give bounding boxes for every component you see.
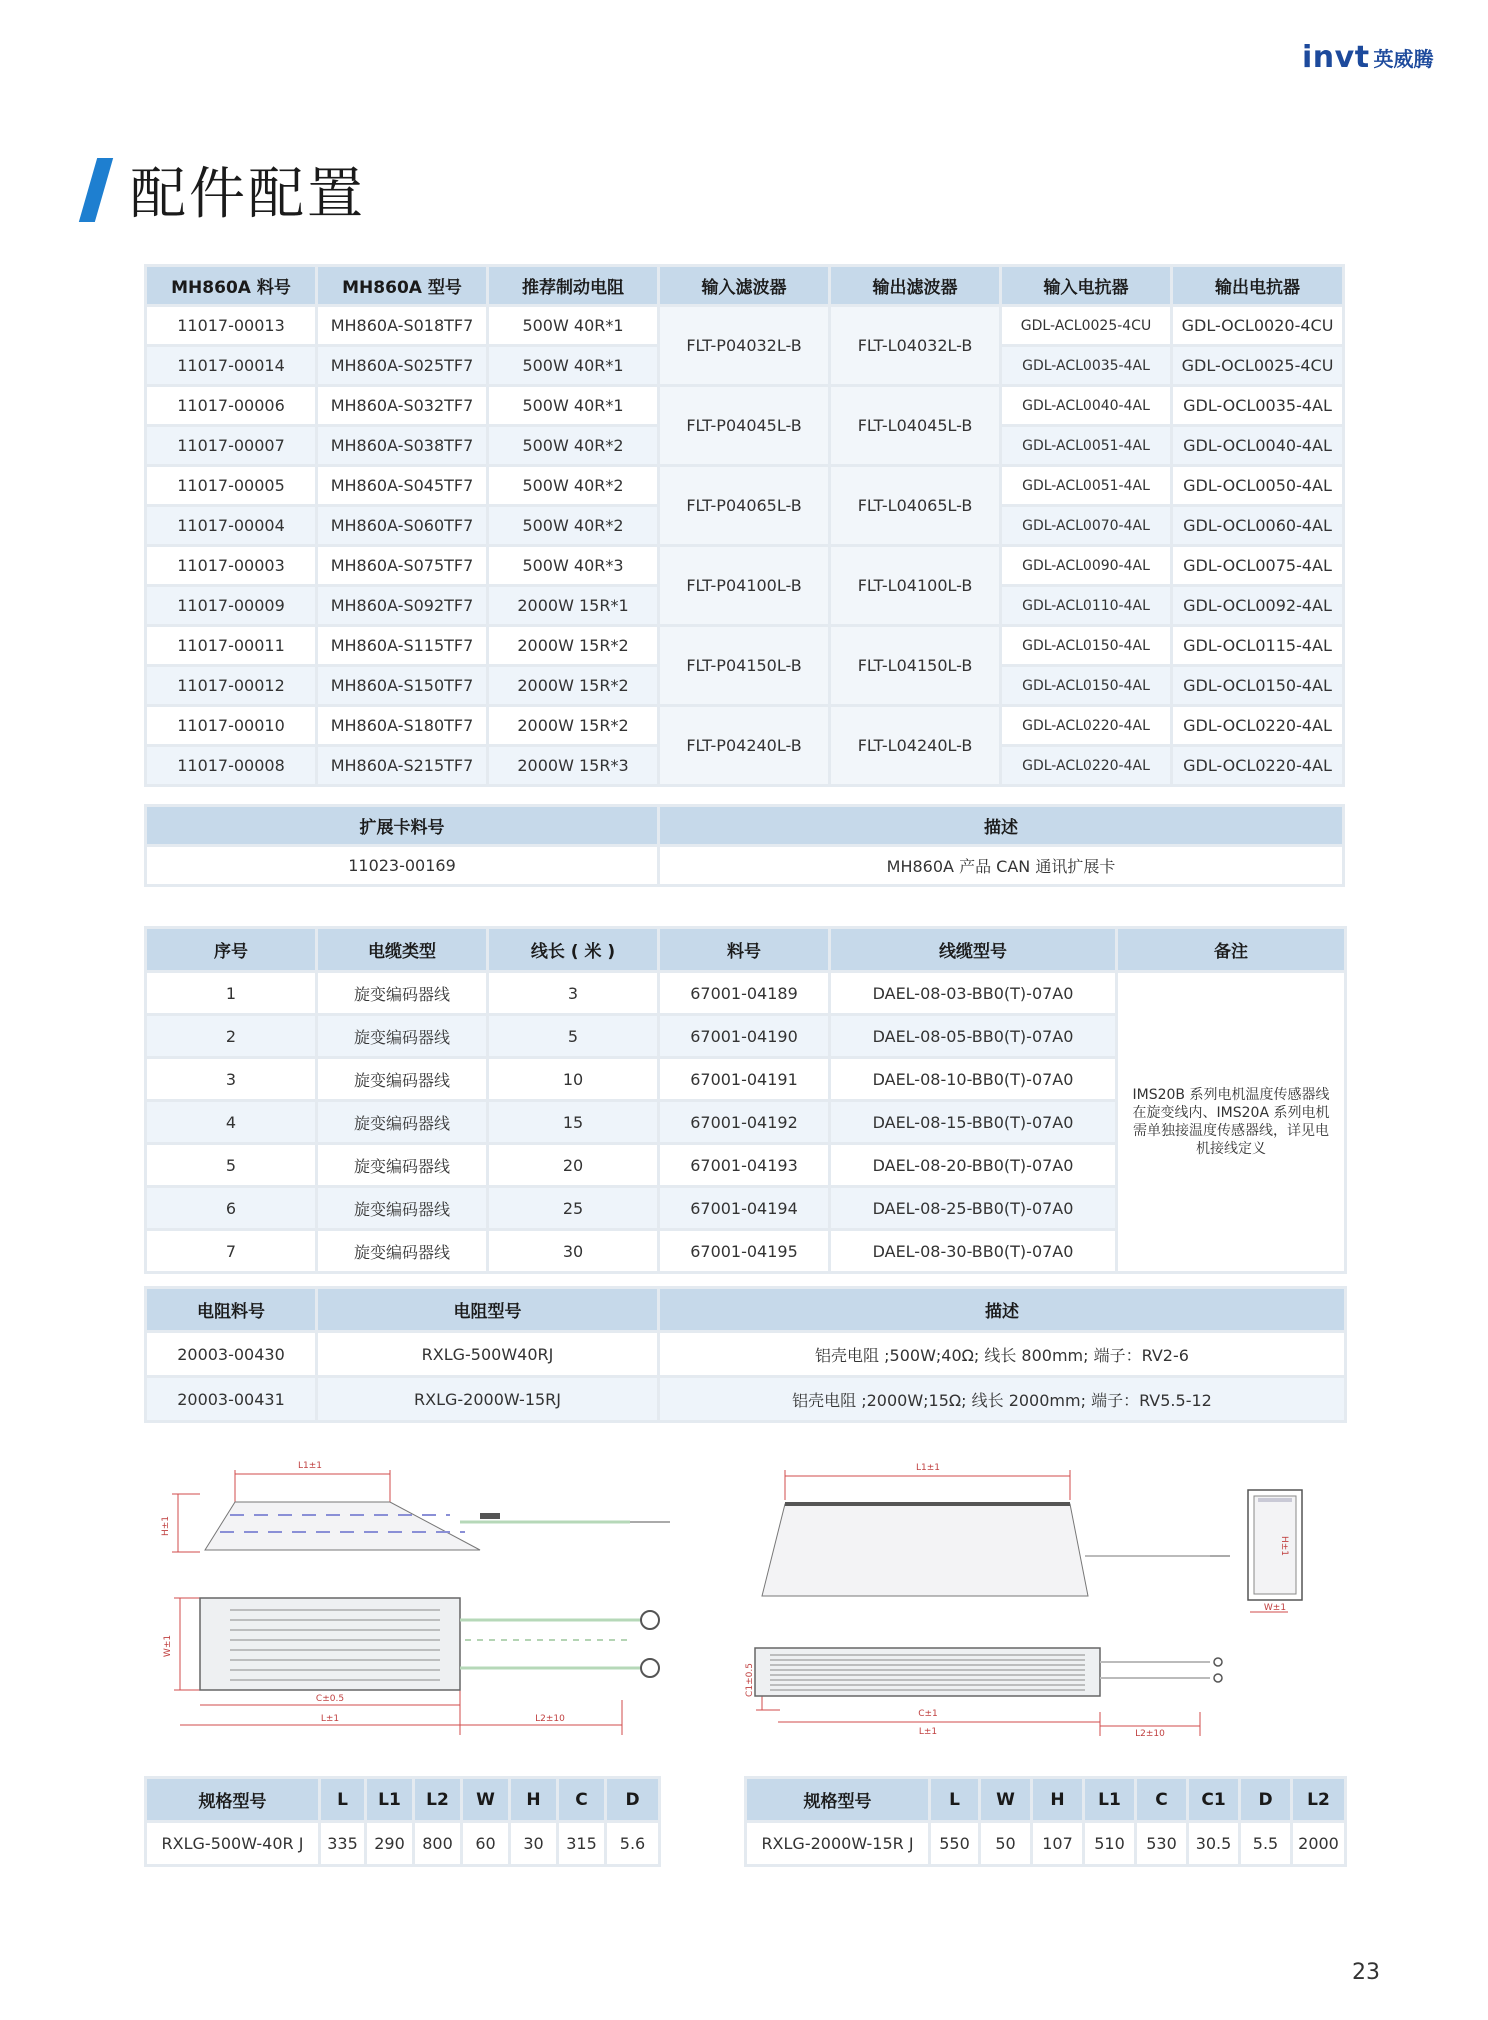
cell-type: 旋变编码器线 xyxy=(317,1015,488,1058)
table-row xyxy=(146,626,1344,666)
brand-name-cn: 英威腾 xyxy=(1373,47,1434,71)
resistor-500w-drawing xyxy=(160,1450,700,1740)
table-row xyxy=(146,546,1344,586)
spec-header-model: 规格型号 xyxy=(746,1778,930,1822)
cell-part: 67001-04194 xyxy=(659,1187,830,1230)
cell-resistor: 2000W 15R*1 xyxy=(488,586,659,626)
cell-model: MH860A-S150TF7 xyxy=(317,666,488,706)
brand-name: invt xyxy=(1302,40,1370,75)
cell-model: DAEL-08-05-BB0(T)-07A0 xyxy=(830,1015,1117,1058)
cell-input-reactor: GDL-ACL0220-4AL xyxy=(1001,706,1172,746)
cell-no: 3 xyxy=(146,1058,317,1101)
spec-header-w: W xyxy=(462,1778,510,1822)
cell-h: 107 xyxy=(1032,1822,1084,1866)
config-header-output-filter: 输出滤波器 xyxy=(830,266,1001,306)
spec-header-l2: L2 xyxy=(414,1778,462,1822)
cell-model: DAEL-08-25-BB0(T)-07A0 xyxy=(830,1187,1117,1230)
cell-output-reactor: GDL-OCL0220-4AL xyxy=(1172,746,1344,786)
card-table xyxy=(144,804,1345,887)
config-header-part: MH860A 料号 xyxy=(146,266,317,306)
cable-header-no: 序号 xyxy=(146,928,317,972)
table-row xyxy=(146,846,1344,886)
cell-no: 2 xyxy=(146,1015,317,1058)
cell-part: 67001-04192 xyxy=(659,1101,830,1144)
cell-input-reactor: GDL-ACL0070-4AL xyxy=(1001,506,1172,546)
cell-model: MH860A-S045TF7 xyxy=(317,466,488,506)
spec-header-l1: L1 xyxy=(1084,1778,1136,1822)
cell-desc: MH860A 产品 CAN 通讯扩展卡 xyxy=(659,846,1344,886)
dim-h-label: H±1 xyxy=(161,1515,171,1537)
cell-output-reactor: GDL-OCL0092-4AL xyxy=(1172,586,1344,626)
cell-part: 20003-00431 xyxy=(146,1377,317,1422)
cell-input-filter: FLT-P04100L-B xyxy=(659,546,830,626)
cable-header-note: 备注 xyxy=(1117,928,1346,972)
cell-no: 7 xyxy=(146,1230,317,1273)
spec-header-l2: L2 xyxy=(1292,1778,1346,1822)
spec-header-d: D xyxy=(1240,1778,1292,1822)
cell-input-filter: FLT-P04045L-B xyxy=(659,386,830,466)
cell-input-filter: FLT-P04240L-B xyxy=(659,706,830,786)
cell-c1: 30.5 xyxy=(1188,1822,1240,1866)
cell-output-filter: FLT-L04045L-B xyxy=(830,386,1001,466)
cell-output-reactor: GDL-OCL0020-4CU xyxy=(1172,306,1344,346)
card-header-desc: 描述 xyxy=(659,806,1344,846)
cell-length: 5 xyxy=(488,1015,659,1058)
cell-output-reactor: GDL-OCL0050-4AL xyxy=(1172,466,1344,506)
cell-output-reactor: GDL-OCL0040-4AL xyxy=(1172,426,1344,466)
brand-logo xyxy=(1302,40,1434,75)
dim-l1-label: L1±1 xyxy=(297,1461,323,1471)
cell-d: 5.5 xyxy=(1240,1822,1292,1866)
resistor-2000w-drawing xyxy=(740,1450,1340,1740)
cell-d: 5.6 xyxy=(606,1822,660,1866)
cell-resistor: 500W 40R*2 xyxy=(488,506,659,546)
cell-output-reactor: GDL-OCL0060-4AL xyxy=(1172,506,1344,546)
cell-part: 11017-00012 xyxy=(146,666,317,706)
cell-resistor: 500W 40R*2 xyxy=(488,466,659,506)
table-row xyxy=(146,706,1344,746)
cell-input-reactor: GDL-ACL0220-4AL xyxy=(1001,746,1172,786)
config-table xyxy=(144,264,1345,787)
cell-type: 旋变编码器线 xyxy=(317,972,488,1015)
cell-input-filter: FLT-P04032L-B xyxy=(659,306,830,386)
page-number: 23 xyxy=(1352,1960,1380,1985)
cell-length: 15 xyxy=(488,1101,659,1144)
table-row xyxy=(146,1377,1346,1422)
cable-note: IMS20B 系列电机温度传感器线在旋变线内、IMS20A 系列电机需单独接温度传感器线，详见电机接线定义 xyxy=(1117,972,1346,1273)
cell-model: RXLG-2000W-15RJ xyxy=(317,1377,659,1422)
cell-input-reactor: GDL-ACL0040-4AL xyxy=(1001,386,1172,426)
cell-output-filter: FLT-L04150L-B xyxy=(830,626,1001,706)
dim-c-label: C±0.5 xyxy=(315,1694,345,1704)
cell-part: 67001-04195 xyxy=(659,1230,830,1273)
spec-header-c: C xyxy=(1136,1778,1188,1822)
cell-no: 4 xyxy=(146,1101,317,1144)
table-row xyxy=(746,1822,1346,1866)
config-header-output-reactor: 输出电抗器 xyxy=(1172,266,1344,306)
table-row xyxy=(146,386,1344,426)
cell-resistor: 500W 40R*1 xyxy=(488,346,659,386)
cell-output-reactor: GDL-OCL0075-4AL xyxy=(1172,546,1344,586)
cell-h: 30 xyxy=(510,1822,558,1866)
cell-resistor: 2000W 15R*2 xyxy=(488,706,659,746)
cell-part: 11017-00010 xyxy=(146,706,317,746)
cell-model: RXLG-2000W-15R J xyxy=(746,1822,930,1866)
dim-l1-label: L1±1 xyxy=(915,1463,941,1473)
cable-header-part: 料号 xyxy=(659,928,830,972)
cell-part: 11017-00009 xyxy=(146,586,317,626)
title-accent-bar xyxy=(79,158,113,222)
table-row xyxy=(146,466,1344,506)
config-header-input-filter: 输入滤波器 xyxy=(659,266,830,306)
cell-model: MH860A-S025TF7 xyxy=(317,346,488,386)
cell-type: 旋变编码器线 xyxy=(317,1101,488,1144)
cell-type: 旋变编码器线 xyxy=(317,1144,488,1187)
cable-header-type: 电缆类型 xyxy=(317,928,488,972)
cell-input-reactor: GDL-ACL0051-4AL xyxy=(1001,466,1172,506)
cell-resistor: 500W 40R*1 xyxy=(488,306,659,346)
cell-model: MH860A-S115TF7 xyxy=(317,626,488,666)
cell-resistor: 500W 40R*1 xyxy=(488,386,659,426)
cell-output-reactor: GDL-OCL0220-4AL xyxy=(1172,706,1344,746)
cell-resistor: 2000W 15R*2 xyxy=(488,666,659,706)
spec-header-w: W xyxy=(980,1778,1032,1822)
cell-c: 315 xyxy=(558,1822,606,1866)
cell-resistor: 2000W 15R*2 xyxy=(488,626,659,666)
cell-type: 旋变编码器线 xyxy=(317,1187,488,1230)
spec-header-d: D xyxy=(606,1778,660,1822)
cell-part: 11017-00013 xyxy=(146,306,317,346)
table-row xyxy=(146,306,1344,346)
dim-c1-label: C1±0.5 xyxy=(745,1663,755,1697)
cell-l2: 2000 xyxy=(1292,1822,1346,1866)
spec-table-2000w xyxy=(744,1776,1347,1867)
cell-resistor: 500W 40R*2 xyxy=(488,426,659,466)
cell-model: MH860A-S215TF7 xyxy=(317,746,488,786)
cell-model: DAEL-08-20-BB0(T)-07A0 xyxy=(830,1144,1117,1187)
cell-length: 20 xyxy=(488,1144,659,1187)
cell-c: 530 xyxy=(1136,1822,1188,1866)
table-row xyxy=(146,972,1346,1015)
cell-part: 11017-00007 xyxy=(146,426,317,466)
cell-part: 67001-04193 xyxy=(659,1144,830,1187)
cell-input-reactor: GDL-ACL0035-4AL xyxy=(1001,346,1172,386)
cell-no: 5 xyxy=(146,1144,317,1187)
cell-part: 11017-00004 xyxy=(146,506,317,546)
cell-no: 1 xyxy=(146,972,317,1015)
cell-output-reactor: GDL-OCL0150-4AL xyxy=(1172,666,1344,706)
resistor-header-part: 电阻料号 xyxy=(146,1288,317,1332)
cell-length: 10 xyxy=(488,1058,659,1101)
cell-l: 335 xyxy=(320,1822,366,1866)
cell-output-reactor: GDL-OCL0115-4AL xyxy=(1172,626,1344,666)
cell-part: 11017-00005 xyxy=(146,466,317,506)
page-heading xyxy=(88,150,366,230)
cell-no: 6 xyxy=(146,1187,317,1230)
cell-desc: 铝壳电阻 ;2000W;15Ω; 线长 2000mm; 端子：RV5.5-12 xyxy=(659,1377,1346,1422)
dim-w-label: W±1 xyxy=(163,1634,173,1658)
cable-header-model: 线缆型号 xyxy=(830,928,1117,972)
cell-part: 67001-04191 xyxy=(659,1058,830,1101)
table-row xyxy=(146,1332,1346,1377)
resistor-header-desc: 描述 xyxy=(659,1288,1346,1332)
cell-output-filter: FLT-L04240L-B xyxy=(830,706,1001,786)
cell-type: 旋变编码器线 xyxy=(317,1230,488,1273)
dim-h-label: H±1 xyxy=(1279,1535,1289,1557)
cell-output-reactor: GDL-OCL0035-4AL xyxy=(1172,386,1344,426)
cell-model: MH860A-S060TF7 xyxy=(317,506,488,546)
cell-model: MH860A-S018TF7 xyxy=(317,306,488,346)
cell-input-reactor: GDL-ACL0090-4AL xyxy=(1001,546,1172,586)
cell-part: 11017-00011 xyxy=(146,626,317,666)
cell-model: MH860A-S032TF7 xyxy=(317,386,488,426)
spec-header-l1: L1 xyxy=(366,1778,414,1822)
cell-resistor: 500W 40R*3 xyxy=(488,546,659,586)
dim-l-label: L±1 xyxy=(320,1714,340,1724)
cable-header-length: 线长 ( 米 ) xyxy=(488,928,659,972)
table-row xyxy=(146,1822,660,1866)
dim-c-label: C±1 xyxy=(918,1709,938,1719)
cell-resistor: 2000W 15R*3 xyxy=(488,746,659,786)
cell-desc: 铝壳电阻 ;500W;40Ω; 线长 800mm; 端子：RV2-6 xyxy=(659,1332,1346,1377)
cell-w: 60 xyxy=(462,1822,510,1866)
cell-part: 11017-00014 xyxy=(146,346,317,386)
cell-part: 11017-00008 xyxy=(146,746,317,786)
cell-l2: 800 xyxy=(414,1822,462,1866)
cell-model: MH860A-S092TF7 xyxy=(317,586,488,626)
dim-w-label: W±1 xyxy=(1263,1603,1287,1613)
spec-header-model: 规格型号 xyxy=(146,1778,320,1822)
spec-table-500w xyxy=(144,1776,661,1867)
cell-model: MH860A-S180TF7 xyxy=(317,706,488,746)
spec-header-l: L xyxy=(320,1778,366,1822)
cell-model: DAEL-08-03-BB0(T)-07A0 xyxy=(830,972,1117,1015)
dim-l-label: L±1 xyxy=(918,1727,938,1737)
page-title: 配件配置 xyxy=(130,162,366,227)
spec-header-h: H xyxy=(510,1778,558,1822)
card-header-part: 扩展卡料号 xyxy=(146,806,659,846)
cell-part: 11017-00006 xyxy=(146,386,317,426)
cell-length: 25 xyxy=(488,1187,659,1230)
cell-model: RXLG-500W-40R J xyxy=(146,1822,320,1866)
cell-input-reactor: GDL-ACL0150-4AL xyxy=(1001,666,1172,706)
cell-part: 20003-00430 xyxy=(146,1332,317,1377)
resistor-table xyxy=(144,1286,1347,1423)
cell-length: 3 xyxy=(488,972,659,1015)
cell-model: DAEL-08-10-BB0(T)-07A0 xyxy=(830,1058,1117,1101)
cell-model: MH860A-S038TF7 xyxy=(317,426,488,466)
config-header-resistor: 推荐制动电阻 xyxy=(488,266,659,306)
cell-part: 11017-00003 xyxy=(146,546,317,586)
cell-l: 550 xyxy=(930,1822,980,1866)
spec-header-l: L xyxy=(930,1778,980,1822)
cell-input-reactor: GDL-ACL0150-4AL xyxy=(1001,626,1172,666)
spec-header-h: H xyxy=(1032,1778,1084,1822)
cable-table xyxy=(144,926,1347,1274)
resistor-header-model: 电阻型号 xyxy=(317,1288,659,1332)
dim-l2-label: L2±10 xyxy=(535,1714,565,1724)
cell-part: 11023-00169 xyxy=(146,846,659,886)
cell-output-filter: FLT-L04065L-B xyxy=(830,466,1001,546)
cell-model: RXLG-500W40RJ xyxy=(317,1332,659,1377)
spec-header-c: C xyxy=(558,1778,606,1822)
cell-output-reactor: GDL-OCL0025-4CU xyxy=(1172,346,1344,386)
config-header-model: MH860A 型号 xyxy=(317,266,488,306)
cell-input-filter: FLT-P04150L-B xyxy=(659,626,830,706)
cell-part: 67001-04190 xyxy=(659,1015,830,1058)
cell-model: DAEL-08-30-BB0(T)-07A0 xyxy=(830,1230,1117,1273)
dim-l2-label: L2±10 xyxy=(1135,1729,1165,1739)
cell-type: 旋变编码器线 xyxy=(317,1058,488,1101)
cell-l1: 510 xyxy=(1084,1822,1136,1866)
cell-input-reactor: GDL-ACL0110-4AL xyxy=(1001,586,1172,626)
cell-input-reactor: GDL-ACL0025-4CU xyxy=(1001,306,1172,346)
cell-w: 50 xyxy=(980,1822,1032,1866)
cell-output-filter: FLT-L04100L-B xyxy=(830,546,1001,626)
cell-l1: 290 xyxy=(366,1822,414,1866)
cell-output-filter: FLT-L04032L-B xyxy=(830,306,1001,386)
cell-input-filter: FLT-P04065L-B xyxy=(659,466,830,546)
cell-model: MH860A-S075TF7 xyxy=(317,546,488,586)
config-header-input-reactor: 输入电抗器 xyxy=(1001,266,1172,306)
cell-length: 30 xyxy=(488,1230,659,1273)
cell-part: 67001-04189 xyxy=(659,972,830,1015)
cell-input-reactor: GDL-ACL0051-4AL xyxy=(1001,426,1172,466)
cell-model: DAEL-08-15-BB0(T)-07A0 xyxy=(830,1101,1117,1144)
spec-header-c1: C1 xyxy=(1188,1778,1240,1822)
